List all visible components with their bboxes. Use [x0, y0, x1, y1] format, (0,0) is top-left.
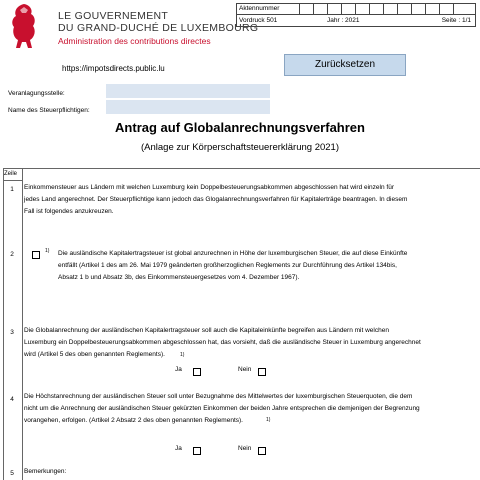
reset-button[interactable]: Zurücksetzen	[284, 54, 406, 76]
row-4-no-checkbox[interactable]	[258, 447, 266, 455]
row-3-line: Luxemburg ein Doppelbesteuerungsabkommen abgeschlossen hat, das vorsieht, daß die ausländische Steuer in Luxemburg angerechnet	[24, 339, 421, 346]
file-number-cell[interactable]	[453, 4, 476, 14]
row-1-line: Fall ist folgendes anzukreuzen.	[24, 208, 114, 215]
footnote-marker: 1)	[266, 417, 271, 423]
row-3-line: wird (Artikel 5 des oben genannten Reglements).	[24, 351, 165, 358]
yes-label: Ja	[175, 366, 182, 373]
luxembourg-lion-logo	[6, 2, 42, 50]
no-label: Nein	[238, 445, 252, 452]
file-number-cell[interactable]	[299, 4, 314, 14]
row-3-text	[24, 325, 421, 361]
row-3-no-checkbox[interactable]	[258, 368, 266, 376]
row-1-text	[24, 182, 407, 218]
file-number-box	[236, 3, 476, 27]
veranlagungsstelle-label: Veranlagungsstelle:	[8, 90, 65, 97]
row-column-header: Zeile	[4, 171, 18, 177]
file-number-cell[interactable]	[369, 4, 384, 14]
file-number-cell[interactable]	[425, 4, 440, 14]
row-number: 4	[10, 396, 14, 403]
form-number: Vordruck 501	[239, 17, 278, 24]
remarks-label: Bemerkungen:	[24, 468, 67, 475]
page-subtitle: (Anlage zur Körperschaftsteuererklärung 2021)	[140, 142, 340, 153]
row-4-line: Die Höchstanrechnung der ausländischen Steuer soll unter Bezugnahme des Mittelwertes der luxemburgischen Steuerquoten, die dem	[24, 393, 413, 400]
footnote-marker: 1)	[45, 248, 50, 254]
row-number: 5	[10, 470, 14, 477]
table-top-border	[3, 168, 480, 169]
logo-line-3: Administration des contributions directes	[58, 36, 211, 46]
row-2-line: entfällt (Artikel 1 des am 26. Mai 1979 geänderten großherzoglichen Reglements zur Durchführung des Artikel 134bis,	[58, 262, 397, 269]
veranlagungsstelle-input[interactable]	[106, 84, 270, 98]
footnote-marker: 1)	[180, 352, 185, 358]
logo-line-2: DU GRAND-DUCHÉ DE LUXEMBOURG	[58, 22, 259, 34]
form-info-row	[237, 15, 475, 26]
logo-line-1: LE GOUVERNEMENT	[58, 10, 169, 22]
row-2-line: Die ausländische Kapitalertragsteuer ist global anzurechnen in Höhe der luxemburgischen Steuer, die auf diese Einkünfte	[58, 250, 408, 257]
file-number-cell[interactable]	[327, 4, 342, 14]
row-4-text	[24, 391, 420, 427]
file-number-cell[interactable]	[355, 4, 370, 14]
row-1-line: Einkommensteuer aus Ländern mit welchen Luxemburg kein Doppelbesteuerungsabkommen abgeschlossen hat wird einzeln für	[24, 184, 394, 191]
file-number-cell[interactable]	[383, 4, 398, 14]
row-4-line: nicht um die Anrechnung der ausländischen Steuer gekürzten Einkommen der beiden Jahre entsprechen die demjenigen der Begrenzung	[24, 405, 420, 412]
row-3-line: Die Globalanrechnung der ausländischen Kapitalertragsteuer soll auch die Kapitaleinkünfte begreifen aus Ländern mit welchen	[24, 327, 389, 334]
form-year: Jahr : 2021	[327, 17, 360, 24]
government-logo-text	[58, 10, 258, 47]
row-2-text	[58, 248, 407, 284]
row-number: 1	[10, 186, 14, 193]
file-number-row	[237, 4, 475, 15]
page-indicator: Seite : 1/1	[441, 17, 471, 24]
row-number: 2	[10, 251, 14, 258]
row-4-yes-checkbox[interactable]	[193, 447, 201, 455]
row-1-line: jedes Land angerechnet. Der Steuerpflichtige kann jedoch das Glogalanrechnungsverfahren für Kapitalerträge beantragen. In diesem	[24, 196, 408, 203]
row-number: 3	[10, 329, 14, 336]
file-number-cell[interactable]	[313, 4, 328, 14]
website-link[interactable]: https://impotsdirects.public.lu	[62, 64, 165, 73]
row-3-yes-checkbox[interactable]	[193, 368, 201, 376]
row-number-column	[3, 168, 23, 480]
no-label: Nein	[238, 366, 252, 373]
yes-label: Ja	[175, 445, 182, 452]
file-number-label: Aktennummer	[239, 5, 280, 12]
taxpayer-name-input[interactable]	[106, 100, 270, 114]
taxpayer-name-label: Name des Steuerpflichtigen:	[8, 107, 90, 114]
row-4-line: vorangehen, erfolgen. (Artikel 2 Absatz 2 des oben genannten Reglements).	[24, 417, 243, 424]
file-number-cell[interactable]	[397, 4, 412, 14]
global-credit-checkbox[interactable]	[32, 251, 40, 259]
page-title: Antrag auf Globalanrechnungsverfahren	[115, 120, 365, 135]
file-number-cell[interactable]	[411, 4, 426, 14]
header-divider	[3, 180, 22, 181]
file-number-cell[interactable]	[341, 4, 356, 14]
row-2-line: Absatz 1 b und Absatz 3b, des Einkommensteuergesetzes vom 4. Dezember 1967).	[58, 274, 300, 281]
file-number-cell[interactable]	[439, 4, 454, 14]
